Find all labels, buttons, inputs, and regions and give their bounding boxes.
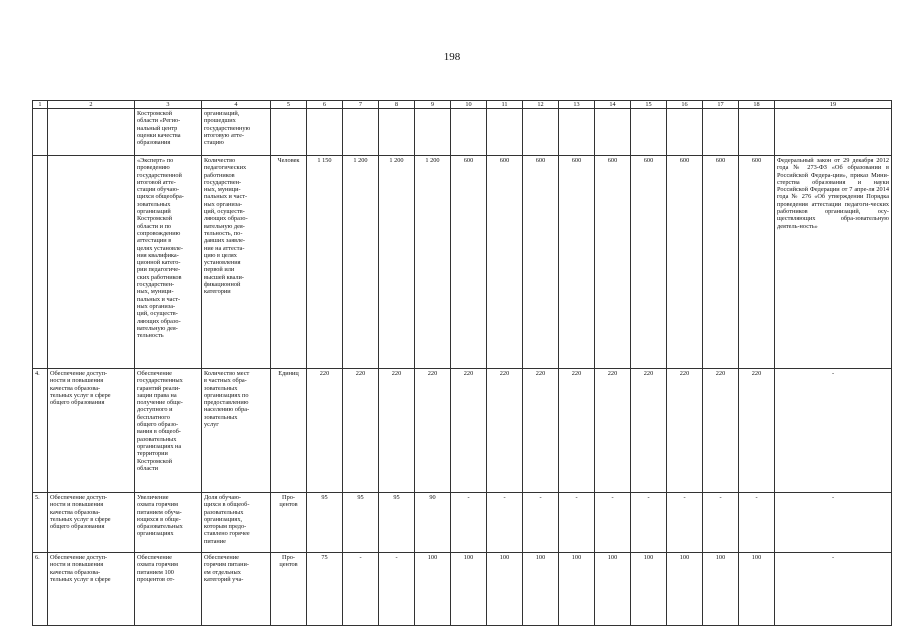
value-cell-text: - (755, 494, 758, 501)
unit-cell-text: Единиц (278, 370, 299, 377)
row-number-cell (33, 553, 48, 626)
value-cell-text: 220 (607, 370, 618, 377)
value-cell (667, 369, 703, 493)
value-cell (523, 553, 559, 626)
value-cell (343, 156, 379, 369)
value-cell (415, 493, 451, 553)
indicator-cell (202, 156, 271, 369)
column-number: 16 (667, 101, 703, 109)
value-cell-text: - (647, 494, 650, 501)
basis-cell-text: Федеральный закон от 29 декабря 2012 года № 273-ФЗ «Об образовании в Российской Федера-ции», приказ Мини-стерства образования и науки Российской Федерации от 7 апре-ля 2014 года № 276 «Об утверждении Порядка проведения аттестации педагоги-ческих работников организаций, осу-ществляющих обра-зовательную деятель-ность» (777, 157, 889, 230)
value-cell (631, 369, 667, 493)
value-cell-text: - (359, 554, 362, 561)
activity-cell-text: Увеличение охвата горячим питанием обуча- ющихся в обще- образовательных организациях (137, 494, 183, 538)
value-cell (631, 493, 667, 553)
value-cell (379, 493, 415, 553)
goal-cell-text: Обеспечение доступ- ности и повышения качества образова- тельных услуг в сфере (50, 554, 111, 583)
value-cell (415, 369, 451, 493)
program-indicators-table (32, 100, 892, 626)
value-cell (739, 493, 775, 553)
value-cell (523, 369, 559, 493)
value-cell-text: 100 (643, 554, 654, 561)
value-cell (307, 109, 343, 156)
basis-cell (775, 369, 892, 493)
unit-cell (271, 156, 307, 369)
goal-cell (48, 369, 135, 493)
indicator-cell (202, 369, 271, 493)
page-number: 198 (443, 51, 461, 63)
basis-cell (775, 156, 892, 369)
table-row (33, 109, 892, 156)
goal-cell (48, 156, 135, 369)
column-number: 2 (48, 101, 135, 109)
value-cell-text: 600 (499, 157, 510, 164)
column-number: 18 (739, 101, 775, 109)
value-cell (379, 156, 415, 369)
value-cell (415, 553, 451, 626)
value-cell-text: - (719, 494, 722, 501)
value-cell (307, 156, 343, 369)
value-cell-text: - (467, 494, 470, 501)
column-number: 15 (631, 101, 667, 109)
column-number: 9 (415, 101, 451, 109)
value-cell (595, 553, 631, 626)
value-cell (415, 109, 451, 156)
value-cell (559, 109, 595, 156)
indicator-cell (202, 493, 271, 553)
column-number: 6 (307, 101, 343, 109)
value-cell (523, 156, 559, 369)
value-cell-text: 600 (715, 157, 726, 164)
value-cell (631, 553, 667, 626)
column-number: 12 (523, 101, 559, 109)
value-cell-text: 220 (679, 370, 690, 377)
row-number-cell (33, 109, 48, 156)
goal-cell (48, 493, 135, 553)
basis-cell-text: - (831, 370, 835, 377)
value-cell (667, 156, 703, 369)
value-cell (451, 156, 487, 369)
column-number: 19 (775, 101, 892, 109)
value-cell (703, 553, 739, 626)
basis-cell-text: - (831, 554, 835, 561)
value-cell-text: 220 (463, 370, 474, 377)
value-cell (703, 109, 739, 156)
column-number-row (33, 101, 892, 109)
unit-cell-text: Про- центов (279, 554, 298, 569)
value-cell-text: 220 (535, 370, 546, 377)
value-cell (415, 156, 451, 369)
value-cell-text: - (539, 494, 542, 501)
column-number: 5 (271, 101, 307, 109)
goal-cell (48, 553, 135, 626)
column-number: 3 (135, 101, 202, 109)
value-cell-text: 1 200 (353, 157, 368, 164)
value-cell (343, 493, 379, 553)
value-cell (667, 553, 703, 626)
value-cell-text: 100 (427, 554, 438, 561)
value-cell-text: - (575, 494, 578, 501)
unit-cell (271, 553, 307, 626)
basis-cell (775, 493, 892, 553)
column-number: 17 (703, 101, 739, 109)
value-cell-text: 600 (535, 157, 546, 164)
value-cell (379, 369, 415, 493)
value-cell (739, 109, 775, 156)
indicator-cell (202, 109, 271, 156)
value-cell-text: 95 (321, 494, 328, 501)
value-cell (307, 369, 343, 493)
table-row (33, 369, 892, 493)
table-body (33, 101, 892, 626)
basis-cell-text: - (831, 494, 835, 501)
value-cell-text: 600 (571, 157, 582, 164)
activity-cell-text: Обеспечение государственных гарантий реали- зации права на получение обще- доступного и бесплатного общего образо- вания в общеоб- разовательных организациях на территории Костромской области (137, 370, 183, 472)
indicator-cell-text: Количество педагогических работников государствен- ных, муници- пальных и част- ных организа- ций, осуществ- ляющих образо- вательную дея- тельность, по- давших заявле- ние на аттеста- цию в целях установления первой или высшей квали- фикационной категории (204, 157, 248, 296)
value-cell (307, 553, 343, 626)
value-cell (595, 369, 631, 493)
indicator-cell-text: Количество мест в частных обра- зовательных организациях по предоставлению населению обра- зовательных услуг (204, 370, 250, 429)
value-cell-text: 95 (393, 494, 400, 501)
value-cell-text: 100 (571, 554, 582, 561)
value-cell (379, 109, 415, 156)
value-cell-text: 1 200 (425, 157, 440, 164)
unit-cell (271, 369, 307, 493)
value-cell (703, 369, 739, 493)
value-cell-text: 600 (679, 157, 690, 164)
value-cell-text: 220 (715, 370, 726, 377)
value-cell-text: 220 (643, 370, 654, 377)
value-cell-text: 600 (751, 157, 762, 164)
value-cell (379, 553, 415, 626)
activity-cell (135, 109, 202, 156)
value-cell (451, 369, 487, 493)
value-cell-text: 100 (679, 554, 690, 561)
column-number: 7 (343, 101, 379, 109)
value-cell-text: 220 (319, 370, 330, 377)
basis-cell (775, 109, 892, 156)
value-cell-text: 220 (355, 370, 366, 377)
activity-cell (135, 493, 202, 553)
value-cell (451, 109, 487, 156)
value-cell (307, 493, 343, 553)
value-cell (523, 493, 559, 553)
value-cell-text: - (395, 554, 398, 561)
value-cell-text: 100 (463, 554, 474, 561)
value-cell (559, 156, 595, 369)
value-cell-text: 75 (321, 554, 328, 561)
value-cell (487, 493, 523, 553)
value-cell (703, 156, 739, 369)
value-cell-text: 600 (643, 157, 654, 164)
value-cell-text: 1 200 (389, 157, 404, 164)
row-number-cell-text: 5. (35, 494, 40, 501)
column-number: 1 (33, 101, 48, 109)
value-cell-text: 100 (535, 554, 546, 561)
row-number-cell-text: 4. (35, 370, 40, 377)
activity-cell (135, 369, 202, 493)
value-cell-text: 220 (391, 370, 402, 377)
table-row (33, 493, 892, 553)
value-cell-text: - (503, 494, 506, 501)
row-number-cell (33, 369, 48, 493)
activity-cell-text: Обеспечение охвата горячим питанием 100 процентов от- (137, 554, 179, 583)
row-number-cell (33, 493, 48, 553)
value-cell-text: 95 (357, 494, 364, 501)
value-cell (487, 369, 523, 493)
value-cell (559, 369, 595, 493)
unit-cell-text: Про- центов (279, 494, 298, 509)
value-cell (487, 156, 523, 369)
activity-cell (135, 156, 202, 369)
table-row (33, 156, 892, 369)
value-cell (559, 493, 595, 553)
value-cell-text: 100 (607, 554, 618, 561)
value-cell (451, 493, 487, 553)
column-number: 8 (379, 101, 415, 109)
value-cell-text: 220 (571, 370, 582, 377)
indicator-cell (202, 553, 271, 626)
value-cell-text: 600 (607, 157, 618, 164)
value-cell (739, 156, 775, 369)
value-cell-text: 220 (499, 370, 510, 377)
column-number: 14 (595, 101, 631, 109)
activity-cell (135, 553, 202, 626)
value-cell (559, 553, 595, 626)
value-cell (487, 553, 523, 626)
unit-cell (271, 109, 307, 156)
value-cell (631, 156, 667, 369)
value-cell (487, 109, 523, 156)
goal-cell-text: Обеспечение доступ- ности и повышения качества образова- тельных услуг в сфере общего образования (50, 370, 111, 407)
value-cell (451, 553, 487, 626)
row-number-cell (33, 156, 48, 369)
activity-cell-text: Костромской области «Регио- нальный центр оценки качества образования (137, 110, 181, 147)
value-cell-text: 100 (715, 554, 726, 561)
value-cell-text: 1 150 (317, 157, 332, 164)
value-cell (595, 493, 631, 553)
basis-cell (775, 553, 892, 626)
goal-cell (48, 109, 135, 156)
value-cell (595, 156, 631, 369)
value-cell-text: - (611, 494, 614, 501)
indicator-cell-text: Обеспечение горячим питани- ем отдельных категорий уча- (204, 554, 249, 583)
value-cell-text: - (683, 494, 686, 501)
unit-cell (271, 493, 307, 553)
column-number: 4 (202, 101, 271, 109)
value-cell-text: 100 (499, 554, 510, 561)
value-cell (523, 109, 559, 156)
value-cell (343, 553, 379, 626)
value-cell (667, 109, 703, 156)
activity-cell-text: «Эксперт» по проведению государственной итоговой атте- стации обучаю- щихся общеобра- зовательных организаций Костромской области и по сопровождению аттестации в целях установле- ния квалифика- ционной катего- рии педагогиче- ских работников государствен- ных, муници- пальных и част- ных организа- ций, осуществ- ляющих образо- вательную дея- тельность (137, 157, 184, 340)
value-cell-text: 100 (751, 554, 762, 561)
column-number: 10 (451, 101, 487, 109)
column-number: 11 (487, 101, 523, 109)
value-cell (343, 369, 379, 493)
value-cell (739, 369, 775, 493)
value-cell (595, 109, 631, 156)
table-row (33, 553, 892, 626)
column-number: 13 (559, 101, 595, 109)
value-cell (739, 553, 775, 626)
value-cell-text: 600 (463, 157, 474, 164)
value-cell-text: 220 (427, 370, 438, 377)
goal-cell-text: Обеспечение доступ- ности и повышения качества образова- тельных услуг в сфере общего образования (50, 494, 111, 531)
row-number-cell-text: 6. (35, 554, 40, 561)
value-cell-text: 90 (429, 494, 436, 501)
value-cell-text: 220 (751, 370, 762, 377)
value-cell (667, 493, 703, 553)
value-cell (703, 493, 739, 553)
unit-cell-text: Человек (277, 157, 300, 164)
indicator-cell-text: Доля обучаю- щихся в общеоб- разовательных организациях, которым предо- ставлено горячее питание (204, 494, 250, 545)
value-cell (343, 109, 379, 156)
indicator-cell-text: организаций, прошедших государственную итоговую атте- стацию (204, 110, 251, 147)
value-cell (631, 109, 667, 156)
